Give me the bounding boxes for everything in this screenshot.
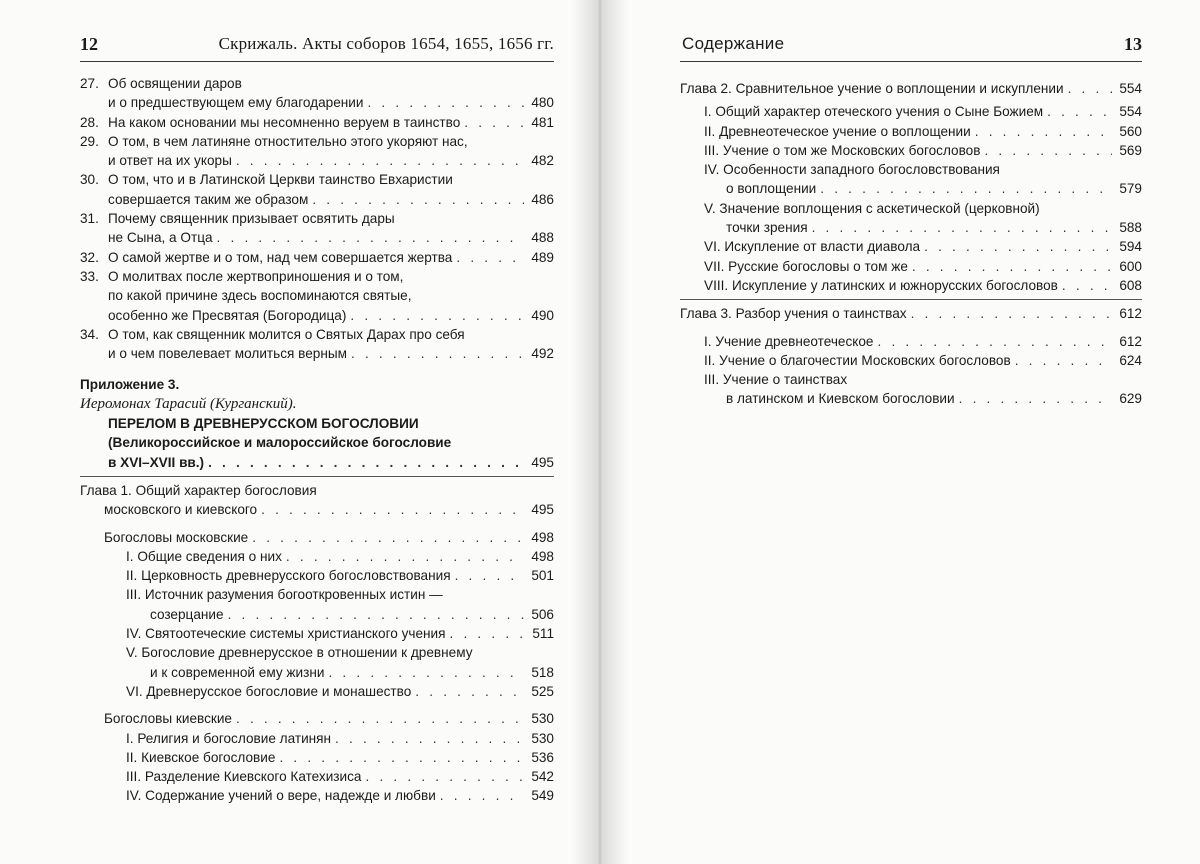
- entry-number: 33.: [80, 268, 99, 284]
- entry-line: [80, 132, 554, 151]
- toc-entry: [80, 248, 554, 267]
- entry-page: 511: [532, 626, 554, 642]
- toc-entry: [680, 351, 1142, 370]
- entry-number: 30.: [80, 172, 99, 188]
- toc-entry: [80, 729, 554, 748]
- leader-dots: [351, 344, 524, 363]
- toc-entry: [680, 389, 1142, 408]
- toc-entry: [80, 624, 554, 643]
- entry-text: Об освящении даров: [108, 76, 242, 91]
- section-rule: [80, 476, 554, 477]
- entry-text: не Сына, а Отца: [108, 230, 213, 246]
- numbered-entry: [80, 170, 554, 209]
- toc-left: [80, 74, 554, 806]
- toc-entry: [108, 453, 554, 472]
- entry-line: [80, 170, 554, 189]
- entry-text: [80, 248, 452, 267]
- toc-entry: [680, 179, 1142, 198]
- right-page: [600, 0, 1200, 864]
- chapter-2: [680, 79, 1142, 295]
- entry-text: и о чем повелевает молиться верным: [108, 346, 347, 362]
- entry-text: Почему священник призывает освятить дары: [108, 211, 395, 227]
- entry-page: 506: [531, 606, 554, 622]
- leader-dots: [984, 141, 1112, 160]
- entry-text: I. Общий характер отеческого учения о Сыне Божием: [704, 104, 1044, 120]
- entry-page: 498: [531, 529, 554, 545]
- entry-text: II. Киевское богословие: [126, 749, 276, 765]
- toc-right: [680, 79, 1142, 409]
- entry-number: 28.: [80, 114, 99, 130]
- toc-entry: [80, 500, 554, 519]
- leader-dots: [350, 306, 524, 325]
- entry-text: Богословы киевские: [104, 711, 232, 727]
- entry-page: 608: [1119, 277, 1142, 293]
- entry-number: 29.: [80, 133, 99, 149]
- entry-text: [80, 113, 460, 132]
- leader-dots: [1062, 276, 1112, 295]
- entry-page: 495: [531, 502, 554, 518]
- entry-page: 525: [531, 683, 554, 699]
- moscow-group: [80, 528, 554, 702]
- leader-dots: [975, 122, 1112, 141]
- entry-text: VI. Искупление от власти диавола: [704, 239, 921, 255]
- entry-page: 530: [531, 730, 554, 746]
- leader-dots: [924, 237, 1112, 256]
- section-rule: [680, 299, 1142, 300]
- entry-number: 27.: [80, 76, 99, 91]
- leader-dots: [456, 248, 524, 267]
- leader-dots: [328, 663, 524, 682]
- entry-text: VIII. Искупление у латинских и южнорусских богословов: [704, 277, 1058, 293]
- leader-dots: [450, 624, 525, 643]
- page-number: 13: [1124, 34, 1142, 54]
- toc-entry: [80, 528, 554, 547]
- toc-entry: [680, 102, 1142, 121]
- leader-dots: [261, 500, 524, 519]
- leader-dots: [286, 547, 524, 566]
- entry-page: 530: [531, 711, 554, 727]
- toc-entry: [80, 113, 554, 132]
- toc-entry: [80, 566, 554, 585]
- entry-text: VII. Русские богословы о том же: [704, 258, 908, 274]
- leader-dots: [812, 218, 1112, 237]
- toc-entry: [680, 332, 1142, 351]
- entry-text: I. Общие сведения о них: [126, 548, 282, 564]
- toc-entry: [680, 218, 1142, 237]
- header-rule: [680, 61, 1142, 62]
- leader-dots: [217, 228, 524, 247]
- entry-page: 554: [1119, 104, 1142, 120]
- toc-entry: [80, 344, 554, 363]
- entry-text: и к современной ему жизни: [150, 664, 325, 680]
- entry-number: 31.: [80, 211, 99, 227]
- toc-entry: [80, 748, 554, 767]
- entry-page: 542: [531, 769, 554, 785]
- entry-number: 32.: [80, 249, 99, 265]
- toc-entry: [80, 228, 554, 247]
- entry-text: точки зрения: [726, 220, 808, 236]
- entry-text: Глава 3. Разбор учения о таинствах: [680, 306, 907, 322]
- entry-text: I. Учение древнеотеческое: [704, 333, 874, 349]
- entry-text: и о предшествующем ему благодарении: [108, 95, 364, 111]
- entry-page: 489: [531, 249, 554, 265]
- toc-entry: [80, 151, 554, 170]
- numbered-entries: [80, 74, 554, 363]
- header-rule: [80, 61, 554, 62]
- toc-entry: [680, 257, 1142, 276]
- entry-page: 600: [1119, 258, 1142, 274]
- leader-dots: [1015, 351, 1112, 370]
- leader-dots: [312, 190, 524, 209]
- toc-entry: [80, 605, 554, 624]
- leader-dots: [1068, 79, 1112, 98]
- entry-text: II. Церковность древнерусского богословствования: [126, 568, 451, 584]
- leader-dots: [912, 257, 1112, 276]
- toc-entry: [80, 190, 554, 209]
- entry-line: [80, 325, 554, 344]
- entry-page: 481: [531, 114, 554, 130]
- entry-page: 594: [1119, 239, 1142, 255]
- entry-text: о воплощении: [726, 181, 817, 197]
- entry-page: 498: [531, 548, 554, 564]
- entry-text: совершается таким же образом: [108, 191, 309, 207]
- leader-dots: [878, 332, 1113, 351]
- leader-dots: [366, 767, 525, 786]
- entry-line: V. Богословие древнерусское в отношении к древнему: [126, 645, 473, 661]
- entry-page: 612: [1119, 306, 1142, 322]
- toc-entry: [80, 709, 554, 728]
- entry-page: 549: [531, 788, 554, 804]
- entry-page: 495: [531, 454, 554, 470]
- entry-page: 569: [1119, 142, 1142, 158]
- toc-entry: [80, 767, 554, 786]
- numbered-entry: [80, 113, 554, 132]
- entry-text: IV. Святоотеческие системы христианского учения: [126, 626, 446, 642]
- toc-entry: [680, 122, 1142, 141]
- entry-text: VI. Древнерусское богословие и монашество: [126, 683, 412, 699]
- appendix-author: Иеромонах Тарасий (Курганский).: [80, 395, 297, 412]
- toc-entry: [80, 682, 554, 701]
- kiev-group: [80, 709, 554, 805]
- entry-page: 480: [531, 95, 554, 111]
- entry-page: 492: [531, 346, 554, 362]
- entry-text: I. Религия и богословие латинян: [126, 730, 332, 746]
- entry-text: особенно же Пресвятая (Богородица): [108, 307, 347, 323]
- chapter-title: Глава 1. Общий характер богословия: [80, 482, 317, 498]
- entry-text: московского и киевского: [104, 502, 258, 518]
- entry-text: созерцание: [150, 606, 224, 622]
- entry-label: О самой жертве и о том, над чем совершается жертва: [108, 249, 453, 265]
- entry-page: 588: [1119, 220, 1142, 236]
- leader-dots: [208, 453, 524, 472]
- appendix-heading: Приложение 3.: [80, 377, 180, 393]
- entry-line: V. Значение воплощения с аскетической (церковной): [704, 200, 1040, 216]
- appendix-title: [80, 414, 554, 472]
- entry-page: 629: [1119, 391, 1142, 407]
- leader-dots: [911, 304, 1112, 323]
- toc-entry: [680, 276, 1142, 295]
- leader-dots: [367, 93, 524, 112]
- entry-page: 490: [531, 307, 554, 323]
- entry-text: III. Разделение Киевского Катехизиса: [126, 769, 362, 785]
- entry-page: 624: [1119, 352, 1142, 368]
- numbered-entry: [80, 248, 554, 267]
- entry-line: [80, 267, 554, 286]
- entry-page: 486: [531, 191, 554, 207]
- appendix-title-line: ПЕРЕЛОМ В ДРЕВНЕРУССКОМ БОГОСЛОВИИ: [108, 416, 419, 432]
- leader-dots: [335, 729, 524, 748]
- entry-text: Богословы московские: [104, 529, 249, 545]
- entry-page: 501: [531, 568, 554, 584]
- numbered-entry: [80, 209, 554, 248]
- entry-page: 612: [1119, 333, 1142, 349]
- entry-text: и ответ на их укоры: [108, 153, 232, 169]
- entry-page: 488: [531, 230, 554, 246]
- running-head: Содержание: [682, 34, 785, 53]
- entry-text: О том, в чем латиняне отностительно этого укоряют нас,: [108, 133, 468, 149]
- entry-line: III. Учение о таинствах: [704, 372, 848, 388]
- toc-entry: [680, 141, 1142, 160]
- entry-line: по какой причине здесь воспоминаются святые,: [108, 288, 412, 304]
- entry-line: [80, 74, 554, 93]
- leader-dots: [228, 605, 524, 624]
- entry-page: 536: [531, 749, 554, 765]
- leader-dots: [440, 786, 524, 805]
- entry-text: Глава 2. Сравнительное учение о воплощении и искуплении: [680, 81, 1064, 96]
- numbered-entry: [80, 325, 554, 364]
- toc-entry: [680, 79, 1142, 98]
- toc-entry: [680, 304, 1142, 323]
- leader-dots: [455, 566, 524, 585]
- entry-text: II. Учение о благочестии Московских богословов: [704, 352, 1011, 368]
- entry-page: 554: [1119, 81, 1142, 96]
- leader-dots: [1047, 102, 1112, 121]
- toc-entry: [80, 93, 554, 112]
- entry-text: в XVI–XVII вв.): [108, 454, 205, 470]
- entry-page: 518: [531, 664, 554, 680]
- running-head: Скрижаль. Акты соборов 1654, 1655, 1656 гг.: [218, 34, 554, 53]
- entry-line: [80, 209, 554, 228]
- entry-page: 579: [1119, 181, 1142, 197]
- entry-line: IV. Особенности западного богословствования: [704, 162, 1000, 178]
- page-number: 12: [80, 34, 98, 54]
- chapter-1: [80, 481, 554, 520]
- entry-page: 482: [531, 153, 554, 169]
- numbered-entry: [80, 267, 554, 325]
- toc-entry: [80, 547, 554, 566]
- leader-dots: [959, 389, 1112, 408]
- toc-entry: [680, 237, 1142, 256]
- entry-text: О том, что и в Латинской Церкви таинство Евхаристии: [108, 172, 453, 188]
- numbered-entry: [80, 74, 554, 113]
- entry-line: III. Источник разумения богооткровенных истин —: [126, 587, 443, 603]
- leader-dots: [252, 528, 524, 547]
- entry-text: II. Древнеотеческое учение о воплощении: [704, 123, 971, 139]
- leader-dots: [236, 709, 524, 728]
- entry-text: IV. Содержание учений о вере, надежде и любви: [126, 788, 436, 804]
- toc-entry: [80, 306, 554, 325]
- entry-text: О молитвах после жертвоприношения и о том,: [108, 268, 404, 284]
- leader-dots: [236, 151, 524, 170]
- entry-page: 560: [1119, 123, 1142, 139]
- numbered-entry: [80, 132, 554, 171]
- entry-text: О том, как священник молится о Святых Дарах про себя: [108, 326, 465, 342]
- entry-text: в латинском и Киевском богословии: [726, 391, 955, 407]
- leader-dots: [464, 113, 524, 132]
- entry-text: III. Учение о том же Московских богословов: [704, 142, 981, 158]
- toc-entry: [80, 786, 554, 805]
- toc-entry: [80, 663, 554, 682]
- appendix-title-line: (Великороссийское и малороссийское богословие: [108, 435, 452, 451]
- leader-dots: [279, 748, 524, 767]
- leader-dots: [415, 682, 524, 701]
- entry-number: 34.: [80, 326, 99, 342]
- leader-dots: [820, 179, 1112, 198]
- entry-label: На каком основании мы несомненно веруем в таинство: [108, 114, 461, 130]
- chapter-3: [680, 304, 1142, 408]
